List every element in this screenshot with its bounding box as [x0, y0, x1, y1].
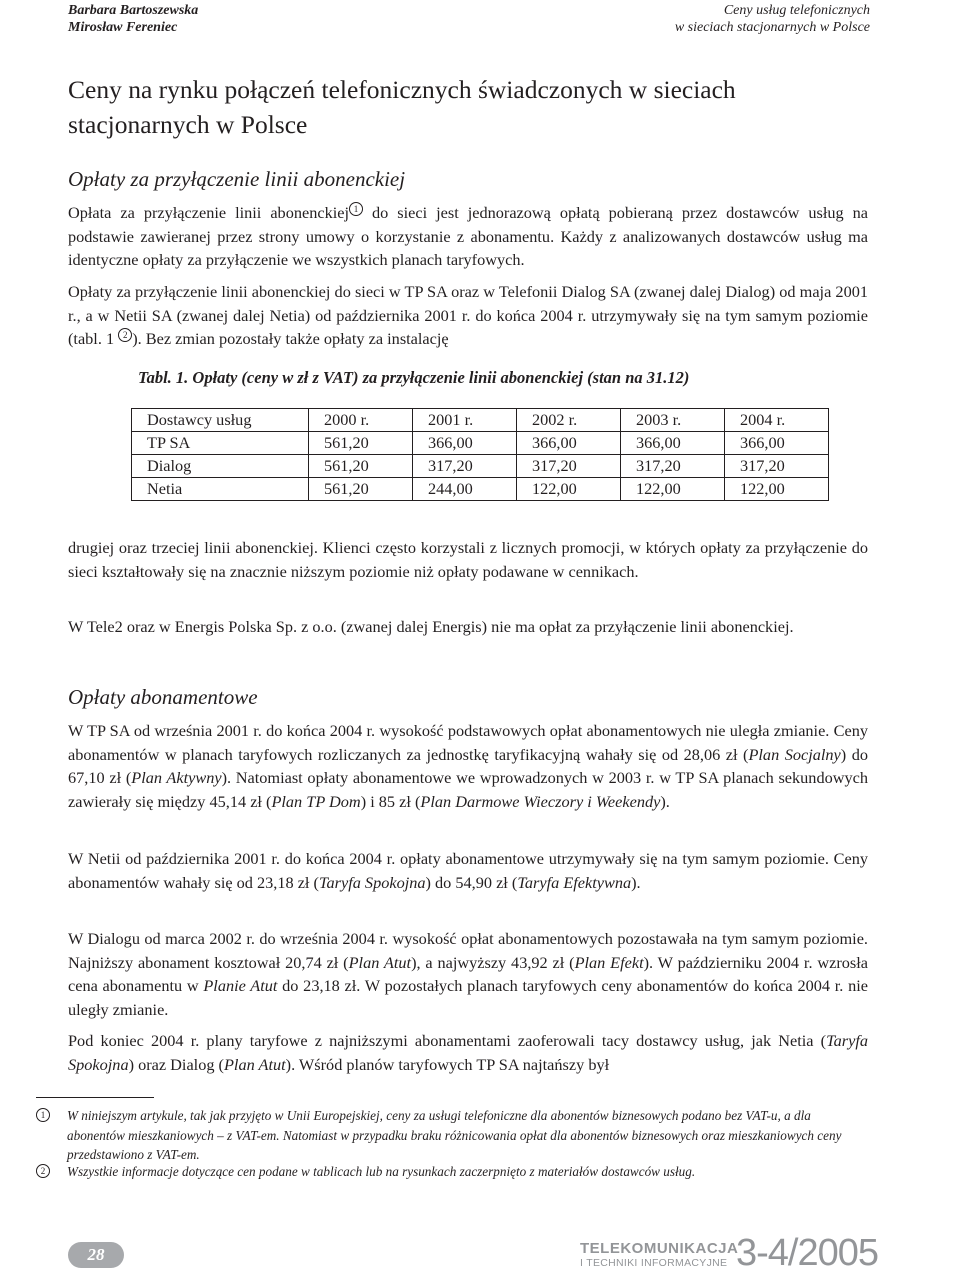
plan-name: Plan Atut [348, 952, 412, 972]
table-cell: 317,20 [413, 455, 517, 478]
paragraph [68, 927, 868, 1021]
plan-name: Plan Darmowe Wieczory i Weekendy [420, 791, 661, 811]
footnote-mark: 1 [36, 1108, 50, 1122]
table-cell: 561,20 [309, 432, 413, 455]
paragraph-text: Opłata za przyłączenie linii abonenckiej [68, 203, 349, 222]
footnote-divider [36, 1097, 154, 1098]
plan-name: Taryfa Spokojna [318, 872, 426, 892]
table-header-cell: 2003 r. [621, 409, 725, 432]
table-cell: 366,00 [517, 432, 621, 455]
journal-name-line: TELEKOMUNIKACJA [580, 1240, 739, 1257]
paragraph-text: ). W październiku 2004 r. wzrosła cena abonamentu w [68, 952, 868, 995]
connection-fees-table [131, 408, 829, 501]
footnote-ref: 1 [349, 202, 363, 216]
paragraph [68, 847, 868, 894]
article-title: Ceny na rynku połączeń telefonicznych świadczonych w sieciach stacjonarnych w Polsce [68, 75, 736, 139]
table-cell: 317,20 [517, 455, 621, 478]
paragraph-text: ). [631, 872, 641, 892]
section-heading-subscription-fees: Opłaty abonamentowe [68, 685, 258, 709]
table-cell: 561,20 [309, 478, 413, 501]
author-name: Barbara Bartoszewska [68, 3, 199, 18]
paragraph-text: ). Natomiast opłaty abonamentowe we wprowadzonych w 2003 r. w TP SA planach sekundowych zawierały się między 45,14 zł ( [68, 768, 868, 811]
paragraph-text: ) i 85 zł ( [360, 791, 421, 811]
footnote-ref: 2 [118, 328, 132, 342]
journal-name [580, 1242, 738, 1270]
running-title-line: Ceny usług telefonicznych [723, 3, 870, 18]
table-header-cell: 2004 r. [725, 409, 829, 432]
paragraph [68, 1029, 868, 1076]
paragraph [68, 280, 868, 351]
table-cell: 122,00 [517, 478, 621, 501]
plan-name: Plan Atut [223, 1054, 286, 1074]
table-cell: TP SA [132, 432, 309, 455]
table-cell: 122,00 [725, 478, 829, 501]
paragraph-text: ), a najwyższy 43,92 zł ( [411, 952, 575, 972]
plan-name: Planie Atut [203, 976, 278, 995]
plan-name: Plan Aktywny [131, 768, 222, 787]
paragraph-text: ). Bez zmian pozostały także opłaty za instalację [132, 329, 449, 348]
footnote [36, 1106, 866, 1165]
paragraph-text: W TP SA od września 2001 r. do końca 2004 r. wysokość podstawowych opłat abonamentowych nie uległa zmianie. Ceny abonamentów w planach taryfowych rozliczanych za jednostkę taryfikacyjną wahały się od 28,06 zł ( [68, 721, 868, 764]
table-row [132, 455, 829, 478]
paragraph-text: Opłaty za przyłączenie linii abonenckiej do sieci w TP SA oraz w Telefonii Dialog SA (zwanej dalej Dialog) od maja 2001 r., a w Netii SA (zwanej dalej Netia) od października 2001 r. do końca 2004 r. utrzymywały się na tym samym poziomie (tabl. 1 [68, 282, 868, 348]
plan-name: Taryfa Efektywna [517, 872, 632, 892]
table-row [132, 432, 829, 455]
plan-name: Plan Socjalny [748, 744, 841, 764]
table-row [132, 478, 829, 501]
paragraph-text: Pod koniec 2004 r. plany taryfowe z najniższymi abonamentami zaoferowali tacy dostawcy usług, jak Netia ( [68, 1031, 827, 1050]
plan-name: Plan TP Dom [271, 791, 361, 811]
paragraph [68, 719, 868, 813]
footnote-text: Wszystkie informacje dotyczące cen podane w tablicach lub na rysunkach zaczerpnięto z materiałów dostawców usług. [67, 1164, 696, 1179]
paragraph-text: ) do 54,90 zł ( [425, 872, 518, 892]
table-cell: 366,00 [725, 432, 829, 455]
footnote-mark: 2 [36, 1164, 50, 1178]
table-cell: 366,00 [621, 432, 725, 455]
running-header-title [675, 2, 870, 36]
running-title-line: w sieciach stacjonarnych w Polsce [674, 20, 870, 35]
paragraph-text: do 23,18 zł. W pozostałych planach taryfowych ceny abonamentów do końca 2004 r. nie uległy zmianie. [68, 976, 869, 1019]
author-name: Mirosław Fereniec [68, 20, 178, 35]
table-header-cell: 2000 r. [309, 409, 413, 432]
paragraph-text: ) do 67,10 zł ( [68, 744, 869, 787]
table-cell: Dialog [132, 455, 309, 478]
table-header-row [132, 409, 829, 432]
plan-name: Taryfa Spokojna [68, 1031, 868, 1074]
paragraph-text: W Dialogu od marca 2002 r. do września 2004 r. wysokość opłat abonamentowych pozostawała na tym samym poziomie. Najniższy abonament kosztował 20,74 zł ( [68, 929, 868, 972]
table-cell: Netia [132, 478, 309, 501]
plan-name: Plan Efekt [574, 952, 644, 972]
paragraph-text: do sieci jest jednorazową opłatą pobieraną przez dostawców usług na podstawie zawieranej przez strony umowy o korzystanie z abonamentu. Każdy z analizowanych dostawców usług ma identyczne opłaty za przyłączenie we wszystkich planach taryfowych. [68, 203, 868, 269]
paragraph-text: ). Wśród planów taryfowych TP SA najtańszy był [285, 1054, 610, 1074]
section-heading-connection-fees: Opłaty za przyłączenie linii abonenckiej [68, 167, 406, 191]
table-cell: 122,00 [621, 478, 725, 501]
footnote-text: W niniejszym artykule, tak jak przyjęto w Unii Europejskiej, ceny za usługi telefoniczne dla abonentów biznesowych podano bez VAT-u, a dla abonentów mieszkaniowych – z VAT-em. Natomiast w przypadku braku różnicowania opłat dla abonentów biznesowych oraz mieszkaniowych ceny przedstawiono z VAT-em. [67, 1108, 842, 1162]
paragraph-text: ) oraz Dialog ( [128, 1054, 224, 1074]
paragraph-text: W Netii od października 2001 r. do końca 2004 r. opłaty abonamentowe utrzymywały się na tym samym poziomie. Ceny abonamentów wahały się od 23,18 zł ( [68, 849, 868, 892]
running-header-authors [68, 2, 198, 36]
table-header-cell: Dostawcy usług [132, 409, 309, 432]
table-header-cell: 2002 r. [517, 409, 621, 432]
paragraph-text: ). [660, 791, 670, 811]
table-caption: Tabl. 1. Opłaty (ceny w zł z VAT) za przyłączenie linii abonenckiej (stan na 31.12) [138, 368, 690, 387]
table-cell: 244,00 [413, 478, 517, 501]
table-cell: 317,20 [621, 455, 725, 478]
footnote [36, 1162, 866, 1182]
issue-number: 3-4/2005 [736, 1232, 879, 1274]
table-cell: 561,20 [309, 455, 413, 478]
paragraph: W Tele2 oraz w Energis Polska Sp. z o.o. (zwanej dalej Energis) nie ma opłat za przyłączenie linii abonenckiej. [68, 617, 794, 636]
table-cell: 366,00 [413, 432, 517, 455]
paragraph [68, 201, 868, 272]
table-cell: 317,20 [725, 455, 829, 478]
journal-name-line: I TECHNIKI INFORMACYJNE [580, 1257, 728, 1269]
paragraph: drugiej oraz trzeciej linii abonenckiej. Klienci często korzystali z licznych promocji, w których opłaty za przyłączenie do sieci kształtowały się na znacznie niższym poziomie niż opłaty podawane w cennikach. [68, 538, 868, 581]
table-header-cell: 2001 r. [413, 409, 517, 432]
page-number: 28 [68, 1242, 124, 1268]
